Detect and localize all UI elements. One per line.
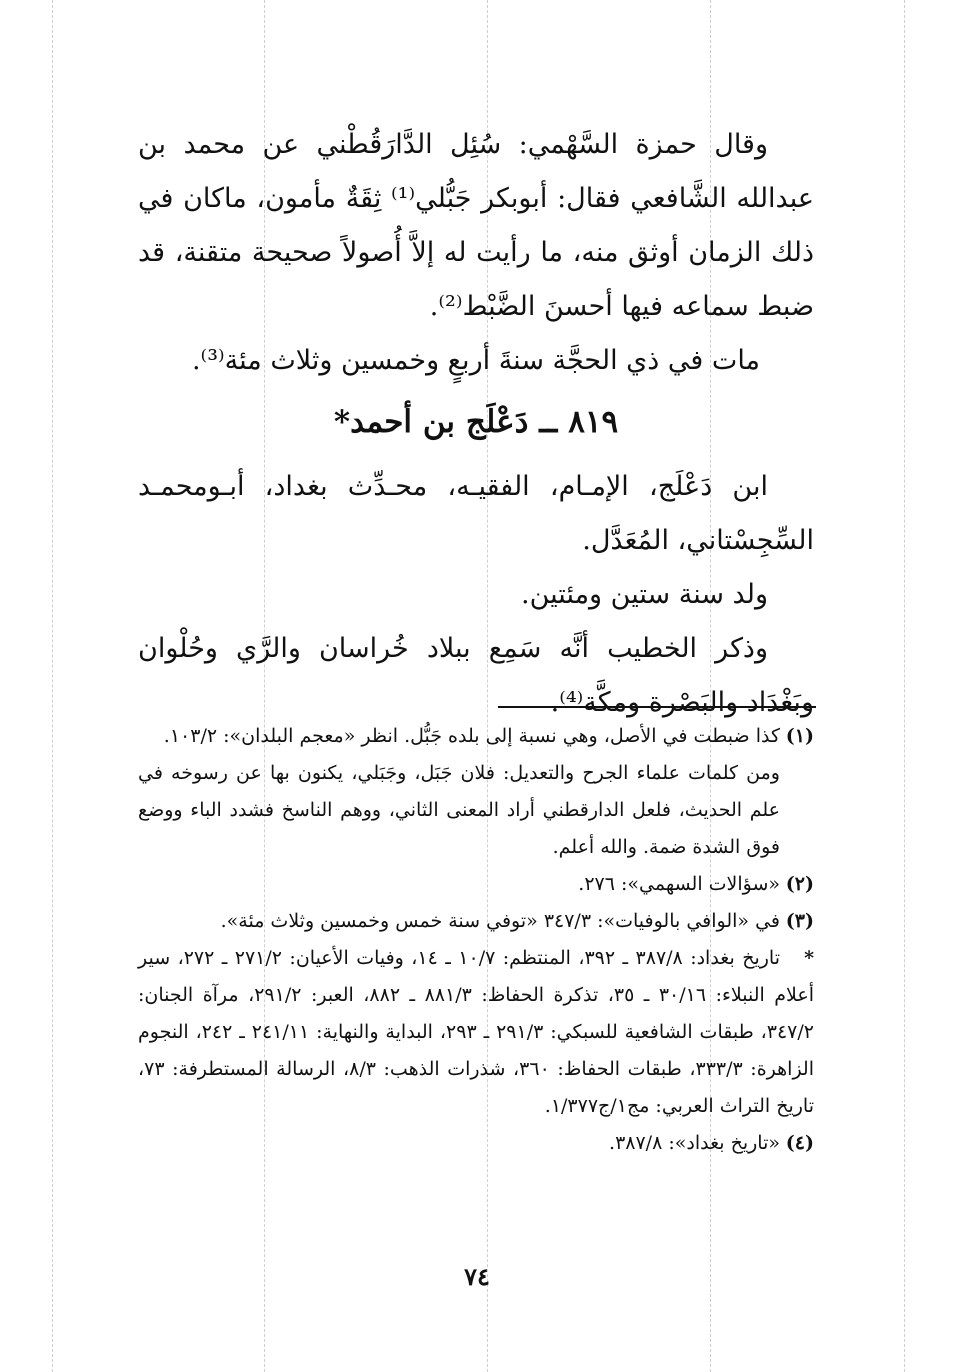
footnote-star-sources: [138, 940, 814, 1125]
footnote-marker: (١): [785, 725, 814, 747]
main-text: [138, 118, 814, 730]
footnote-text: تاريخ بغداد: ٣٨٧/٨ ـ ٣٩٢، المنتظم: ١٠/٧ ـ ١٤، وفيات الأعيان: ٢٧١/٢ ـ ٢٧٢، سير أعلام النبلاء: ٣٠/١٦ ـ ٣٥، تذكرة الحفاظ: ٨٨١/٣ ـ ٨٨٢، العبر: ٢٩١/٢، مرآة الجنان: ٣٤٧/٢، طبقات الشافعية للسبكي: ٢٩١/٣ ـ ٢٩٣، البداية والنهاية: ٢٤١/١١ ـ ٢٤٢، النجوم الزاهرة: ٣٣٣/٣، طبقات الحفاظ: ٣٦٠، شذرات الذهب: ٨/٣، الرسالة المستطرفة: ٧٣، تاريخ التراث العربي: مج١/ج١/٣٧٧.: [138, 947, 814, 1117]
paragraph-death-date: مات في ذي الحجَّة سنةَ أربعٍ وخمسين وثلاث مئة⁽³⁾.: [191, 345, 761, 376]
footnote-text: في «الوافي بالوفيات»: ٣٤٧/٣ «توفي سنة خمس وخمسين وثلاث مئة».: [220, 910, 780, 932]
footnote-4: [138, 1125, 814, 1162]
paragraph-hamza-quote: وقال حمزة السَّهْمي: سُئِل الدَّارَقُطْني عن محمد بن عبدالله الشَّافعي فقال: أبوبكر جَبُّلي⁽¹⁾ ثِقَةٌ مأمون، ماكان في ذلك الزمان أوثق منه، ما رأيت له إلاَّ أُصولاً صحيحة متقنة، قد ضبط سماعه فيها أحسنَ الضَّبْط⁽²⁾.: [138, 129, 814, 322]
footnote-marker: *: [804, 947, 814, 969]
guide-line: [904, 0, 905, 1372]
footnotes: [138, 718, 814, 1162]
paragraph-birth: ولد سنة ستين ومئتين.: [521, 579, 768, 610]
paragraph-lineage: ابن دَعْلَج، الإمـام، الفقيـه، محـدِّث بغداد، أبـومحمـد السِّجِسْتاني، المُعَدَّل.: [138, 471, 814, 556]
footnote-2: [138, 866, 814, 903]
footnote-separator: [498, 706, 816, 708]
footnote-text: كذا ضبطت في الأصل، وهي نسبة إلى بلده جَبُّل. انظر «معجم البلدان»: ١٠٣/٢.: [163, 725, 780, 747]
guide-line: [52, 0, 53, 1372]
footnote-marker: (٤): [785, 1132, 814, 1154]
footnote-1: [138, 718, 814, 755]
footnote-text: «تاريخ بغداد»: ٣٨٧/٨.: [609, 1132, 780, 1154]
page-number: ٧٤: [464, 1262, 490, 1291]
paragraph-travels: وذكر الخطيب أنَّه سَمِع ببلاد خُراسان والرَّي وحُلْوان وبَغْدَاد والبَصْرة ومكَّة⁽⁴⁾.: [138, 633, 814, 718]
footnote-marker: (٢): [785, 873, 814, 895]
entry-heading: ٨١٩ ــ دَعْلَج بن أحمد*: [333, 404, 619, 440]
footnote-1-continuation: ومن كلمات علماء الجرح والتعديل: فلان جَبَل، وجَبَلي، يكنون بها عن رسوخه في علم الحديث، فلعل الدارقطني أراد المعنى الثاني، ووهم الناسخ فشدد الباء ووضع فوق الشدة ضمة. والله أعلم.: [138, 762, 780, 858]
footnote-3: [138, 903, 814, 940]
footnote-text: «سؤالات السهمي»: ٢٧٦.: [578, 873, 780, 895]
footnote-marker: (٣): [785, 910, 814, 932]
